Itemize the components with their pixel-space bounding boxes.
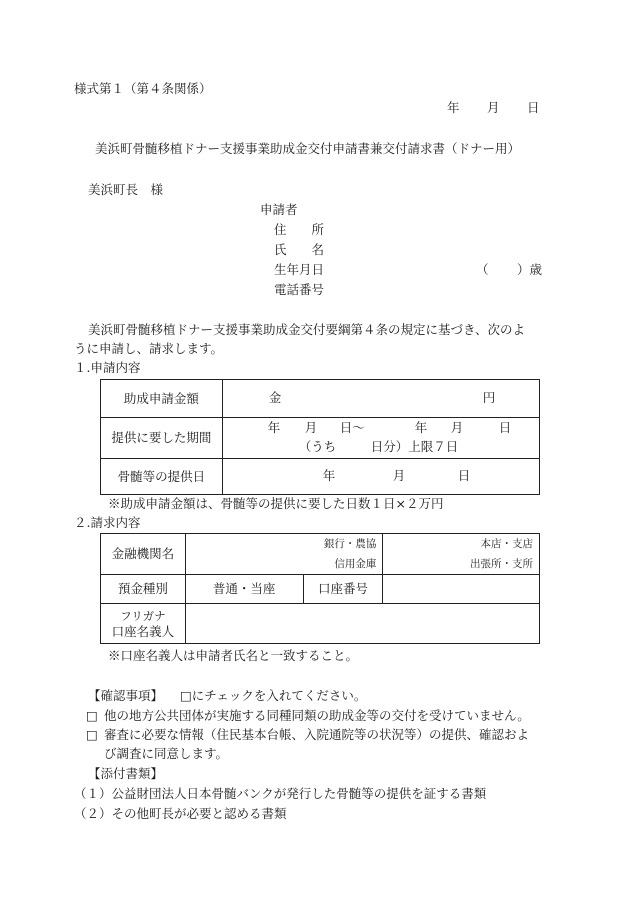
branch-type-1: 本店・支店 [480, 538, 533, 550]
confirm-checkbox-2[interactable]: □ [86, 727, 98, 742]
phone-label: 電話番号 [274, 282, 325, 297]
account-number-label-cell [303, 575, 383, 604]
date-month-label: 月 [487, 100, 500, 115]
period-month-2: 月 [450, 420, 464, 435]
amount-cell[interactable] [222, 380, 539, 418]
bank-label-cell [101, 534, 186, 575]
confirm-item-2-line-2: び調査に同意します。 [104, 746, 229, 761]
bank-type-2: 信用金庫 [334, 558, 377, 570]
amount-suffix: 円 [482, 390, 496, 405]
form-number: 様式第１（第４条関係） [74, 81, 212, 96]
bank-type-1: 銀行・農協 [323, 538, 377, 550]
confirm-item-1: 他の地方公共団体が実施する同種同類の助成金等の交付を受けていません。 [104, 708, 530, 723]
deposit-label: 預金種別 [117, 581, 168, 596]
provision-year: 年 [322, 468, 336, 483]
period-cell[interactable] [222, 418, 539, 459]
applicant-heading: 申請者 [260, 202, 298, 217]
attachments-heading: 【添付書類】 [88, 766, 164, 781]
addressee: 美浜町長 様 [88, 182, 164, 197]
branch-type-2: 出張所・支所 [470, 558, 533, 570]
section1-note: ※助成申請金額は、骨髄等の提供に要した日数１日×２万円 [108, 496, 444, 511]
document-title: 美浜町骨髄移植ドナー支援事業助成金交付申請書兼交付請求書（ドナー用） [95, 141, 521, 156]
amount-prefix: 金 [268, 390, 282, 405]
period-day-2: 日 [498, 420, 512, 435]
intro-line-2: うに申請し、請求します。 [74, 341, 224, 356]
period-within-open: （うち [298, 439, 337, 454]
confirm-heading: 【確認事項】 [88, 688, 164, 703]
birthdate-label: 生年月日 [274, 262, 325, 277]
intro-line-1: 美浜町骨髄移植ドナー支援事業助成金交付要綱第４条の規定に基づき、次のよ [88, 322, 526, 337]
date-day-label: 日 [527, 100, 540, 115]
attachment-item-1: （１）公益財団法人日本骨髄バンクが発行した骨髄等の提供を証する書類 [74, 786, 487, 801]
holder-label-cell [101, 604, 186, 644]
branch-name-cell[interactable] [383, 534, 540, 575]
confirm-checkbox-1[interactable]: □ [86, 708, 98, 723]
section2-note: ※口座名義人は申請者氏名と一致すること。 [108, 648, 359, 663]
period-within-close: 日分）上限７日 [370, 439, 459, 454]
holder-name-cell[interactable] [185, 604, 539, 644]
section2-heading: ２.請求内容 [74, 515, 141, 530]
period-year-1: 年 [267, 420, 281, 435]
confirm-instruction: □にチェックを入れてください。 [180, 688, 367, 703]
provision-cell[interactable] [222, 459, 539, 495]
provision-label: 骨髄等の提供日 [117, 468, 206, 484]
provision-day: 日 [457, 468, 471, 483]
amount-label: 助成申請金額 [123, 390, 199, 406]
period-label-cell [101, 418, 223, 459]
period-year-2: 年 [414, 420, 428, 435]
bank-label: 金融機関名 [111, 546, 175, 561]
furigana-label: フリガナ [120, 608, 166, 623]
amount-label-cell [101, 380, 223, 418]
age-paren-open: （ [476, 262, 489, 277]
account-number-label: 口座番号 [317, 581, 368, 596]
application-table [100, 379, 540, 495]
confirm-item-2-line-1: 審査に必要な情報（住民基本台帳、入院通院等の状況等）の提供、確認およ [104, 727, 530, 742]
deposit-value-cell[interactable] [185, 575, 303, 604]
attachment-item-2: （２）その他町長が必要と認める書類 [74, 806, 287, 821]
deposit-value: 普通・当座 [212, 581, 276, 596]
address-label: 住 所 [274, 222, 325, 237]
account-number-cell[interactable] [383, 575, 540, 604]
period-label: 提供に要した期間 [111, 430, 212, 445]
period-day-1: 日～ [339, 420, 365, 435]
provision-month: 月 [392, 468, 406, 483]
deposit-label-cell [101, 575, 186, 604]
bank-table [100, 533, 540, 644]
age-paren-close: ）歳 [517, 262, 543, 277]
name-label: 氏 名 [274, 242, 325, 257]
holder-label: 口座名義人 [111, 623, 175, 639]
provision-label-cell [101, 459, 223, 495]
period-month-1: 月 [304, 420, 318, 435]
date-year-label: 年 [447, 100, 460, 115]
bank-name-cell[interactable] [185, 534, 383, 575]
section1-heading: １.申請内容 [74, 360, 141, 375]
